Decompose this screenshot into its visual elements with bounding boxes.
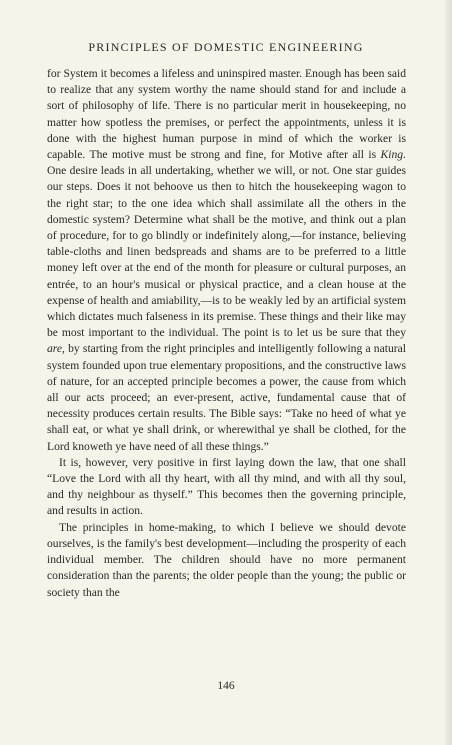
paragraph-3: The principles in home-making, to which I believe we should devote ourselves, is the family's best development—including the prosperity of each individual member. The children should have no more permanent consideration than the parents; the older people than the young; the public or society than the (47, 520, 406, 599)
paragraph-1-part-3: by starting from the right principles and intelligently following a natural system founded upon true elementary propositions, and the constructive laws of nature, for an accepted principle becomes a power, the cause from which all our acts proceed; an ever-present, active, fundamental cause that of necessity produces certain results. The Bible says: “Take no heed of what ye shall eat, or what ye shall drink, or wherewithal ye shall be clothed, for the Lord knoweth ye have need of all these things.” (47, 342, 406, 453)
running-head: PRINCIPLES OF DOMESTIC ENGINEERING (88, 40, 364, 54)
page-edge-shadow (445, 0, 452, 745)
body-text (47, 66, 406, 601)
page-number: 146 (217, 680, 235, 692)
paragraph-1-emphasis-are: are, (47, 342, 65, 356)
paragraph-1-part-2: One desire leads in all undertaking, whether we will, or not. One star guides our steps. Does it not behoove us then to hitch the housekeeping wagon to the right star; to the one idea which shall assimilate all the others in the domestic system? Determine what shall be the motive, and think out a plan of procedure, for to go blindly or indefinitely along,—for instance, believing table-cloths and linen bedspreads and shams are to be preferred to a little money left over at the end of the month for pleasure or cultural purposes, an entrée, to an hour's musical or physical practice, and a clean house at the expense of health and amiability,—is to be weakly led by an artificial system which dictates much falseness in its premise. These things and their like may be most important to the individual. The point is to let us be sure that they (47, 164, 406, 340)
paragraph-2: It is, however, very positive in first laying down the law, that one shall “Love the Lord with all thy heart, with all thy mind, and with all thy soul, and thy neighbour as thyself.” This becomes then the governing principle, and results in action. (47, 455, 406, 518)
paragraph-1-emphasis-king: King. (380, 148, 406, 162)
paragraph-1 (47, 66, 406, 455)
paragraph-1-part-1: for System it becomes a lifeless and uninspired master. Enough has been said to realize that any system worthy the name should stand for and include a sort of philosophy of life. There is no particular merit in housekeeping, no matter how spotless the premises, or perfect the appointments, unless it is done with the highest human purpose in mind of which the worker is capable. The motive must be strong and fine, for Motive after all is (47, 67, 406, 162)
